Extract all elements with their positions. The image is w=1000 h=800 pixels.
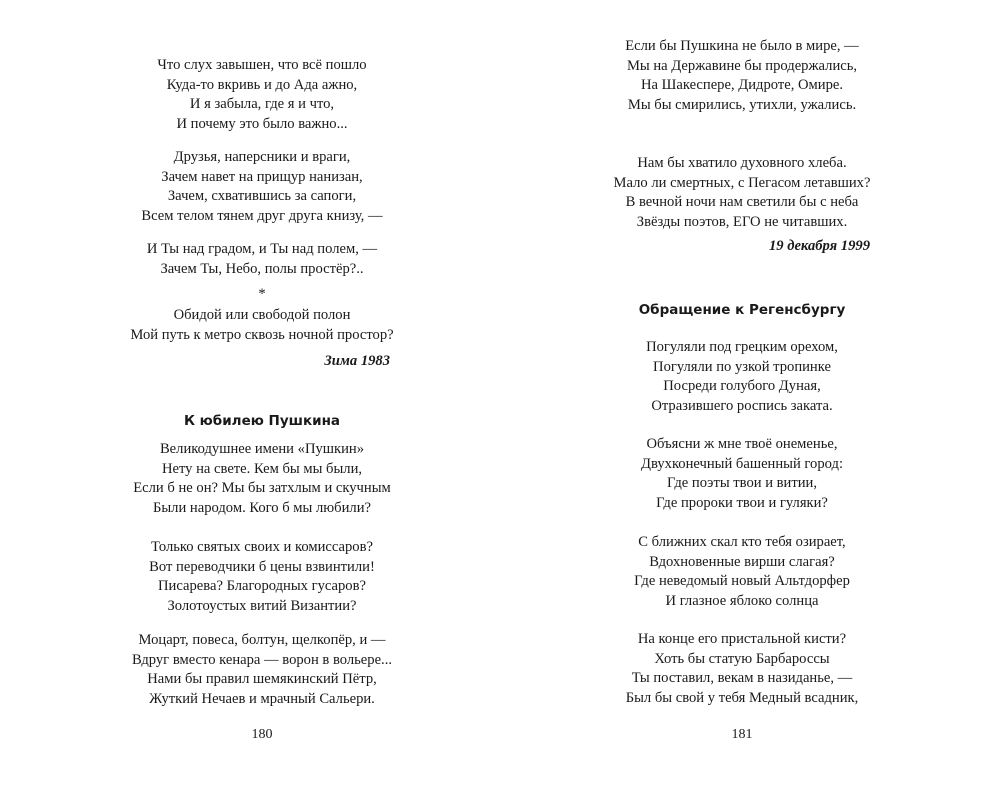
- verse-line: Обидой или свободой полон: [173, 307, 351, 323]
- verse-line: Всем телом тянем друг друга книзу, —: [141, 207, 383, 224]
- verse-line: Друзья, наперсники и враги,: [173, 149, 351, 165]
- verse-line: Зачем, схватившись за сапоги,: [167, 188, 357, 204]
- stanza: [112, 56, 412, 134]
- verse-line: Зачем навет на прищур нанизан,: [161, 168, 363, 185]
- verse-line: На конце его пристальной кисти?: [637, 631, 847, 647]
- asterism: [112, 285, 412, 305]
- verse-line: Мы на Державине бы продержались,: [626, 57, 858, 74]
- verse-line: И глазное яблоко солнца: [665, 592, 819, 609]
- verse-line: Мой путь к метро сквозь ночной простор?: [130, 326, 394, 343]
- verse-line: Мы бы смирились, утихли, ужались.: [627, 96, 857, 113]
- verse-line: Где пророки твои и гуляки?: [656, 494, 828, 511]
- verse-line: Зачем Ты, Небо, полы простёр?..: [160, 260, 364, 277]
- stanza: [112, 538, 412, 616]
- verse-line: Если б не он? Мы бы затхлым и скучным: [133, 480, 391, 496]
- stanza: [112, 440, 412, 518]
- verse-line: Были народом. Кого б мы любили?: [153, 499, 371, 516]
- verse-line: Нами бы правил шемякинский Пётр,: [147, 671, 377, 687]
- verse-line: Где неведомый новый Альтдорфер: [634, 573, 850, 589]
- verse-line: Только святых своих и комиссаров?: [151, 539, 373, 555]
- verse-line: Куда-то вкривь и до Ада ажно,: [166, 76, 358, 93]
- poem-title: К юбилею Пушкина: [183, 413, 341, 429]
- verse-line: Нету на свете. Кем бы мы были,: [161, 460, 363, 477]
- stanza: [112, 240, 412, 279]
- verse-line: Вдруг вместо кенара — ворон в вольере...: [131, 651, 393, 668]
- verse-line: Двухконечный башенный город:: [641, 455, 843, 472]
- page-number: 181: [731, 727, 753, 742]
- verse-line: Где поэты твои и витии,: [667, 475, 817, 491]
- poem-title: Обращение к Регенсбургу: [638, 302, 846, 318]
- stanza: [112, 148, 412, 226]
- verse-line: Моцарт, повеса, болтун, щелкопёр, и —: [138, 632, 386, 648]
- verse-line: С ближних скал кто тебя озирает,: [638, 534, 846, 550]
- poem-date: Зима 1983: [324, 353, 390, 369]
- verse-line: Хоть бы статую Барбароссы: [654, 650, 830, 667]
- stanza: [592, 154, 892, 232]
- verse-line: Был бы свой у тебя Медный всадник,: [625, 689, 859, 706]
- verse-line: Писарева? Благородных гусаров?: [158, 578, 366, 594]
- stanza: [592, 338, 892, 416]
- verse-line: Нам бы хватило духовного хлеба.: [637, 155, 847, 171]
- verse-line: Что слух завышен, что всё пошло: [157, 57, 367, 73]
- verse-line: Вдохновенные вирши слагая?: [649, 553, 835, 570]
- verse-line: Великодушнее имени «Пушкин»: [159, 441, 365, 457]
- poem-date: 19 декабря 1999: [768, 238, 870, 254]
- verse-line: Ты поставил, векам в назиданье, —: [631, 670, 853, 686]
- verse-line: Мало ли смертных, с Пегасом летавших?: [613, 174, 871, 191]
- verse-line: *: [258, 286, 266, 302]
- stanza: [592, 37, 892, 115]
- right-page: [500, 0, 1000, 800]
- verse-line: В вечной ночи нам светили бы с неба: [625, 194, 859, 210]
- verse-line: Жуткий Нечаев и мрачный Сальери.: [149, 690, 375, 707]
- verse-line: Погуляли под грецким орехом,: [646, 339, 838, 355]
- verse-line: Погуляли по узкой тропинке: [653, 358, 831, 375]
- verse-line: Золотоустых витий Византии?: [167, 597, 357, 614]
- verse-line: И почему это было важно...: [176, 115, 348, 132]
- verse-line: Отразившего роспись заката.: [651, 397, 833, 414]
- verse-line: И я забыла, где я и что,: [189, 96, 335, 112]
- verse-line: На Шакеспере, Дидроте, Омире.: [640, 77, 844, 93]
- stanza: [112, 306, 412, 345]
- stanza: [592, 435, 892, 513]
- verse-line: И Ты над градом, и Ты над полем, —: [146, 241, 378, 257]
- verse-line: Посреди голубого Дуная,: [663, 378, 821, 394]
- verse-line: Если бы Пушкина не было в мире, —: [625, 38, 859, 54]
- verse-line: Вот переводчики б цены взвинтили!: [149, 558, 375, 575]
- stanza: [592, 630, 892, 708]
- verse-line: Звёзды поэтов, ЕГО не читавших.: [636, 213, 848, 230]
- stanza: [112, 631, 412, 709]
- page-number: 180: [251, 727, 273, 742]
- verse-line: Объясни ж мне твоё онеменье,: [646, 436, 838, 452]
- stanza: [592, 533, 892, 611]
